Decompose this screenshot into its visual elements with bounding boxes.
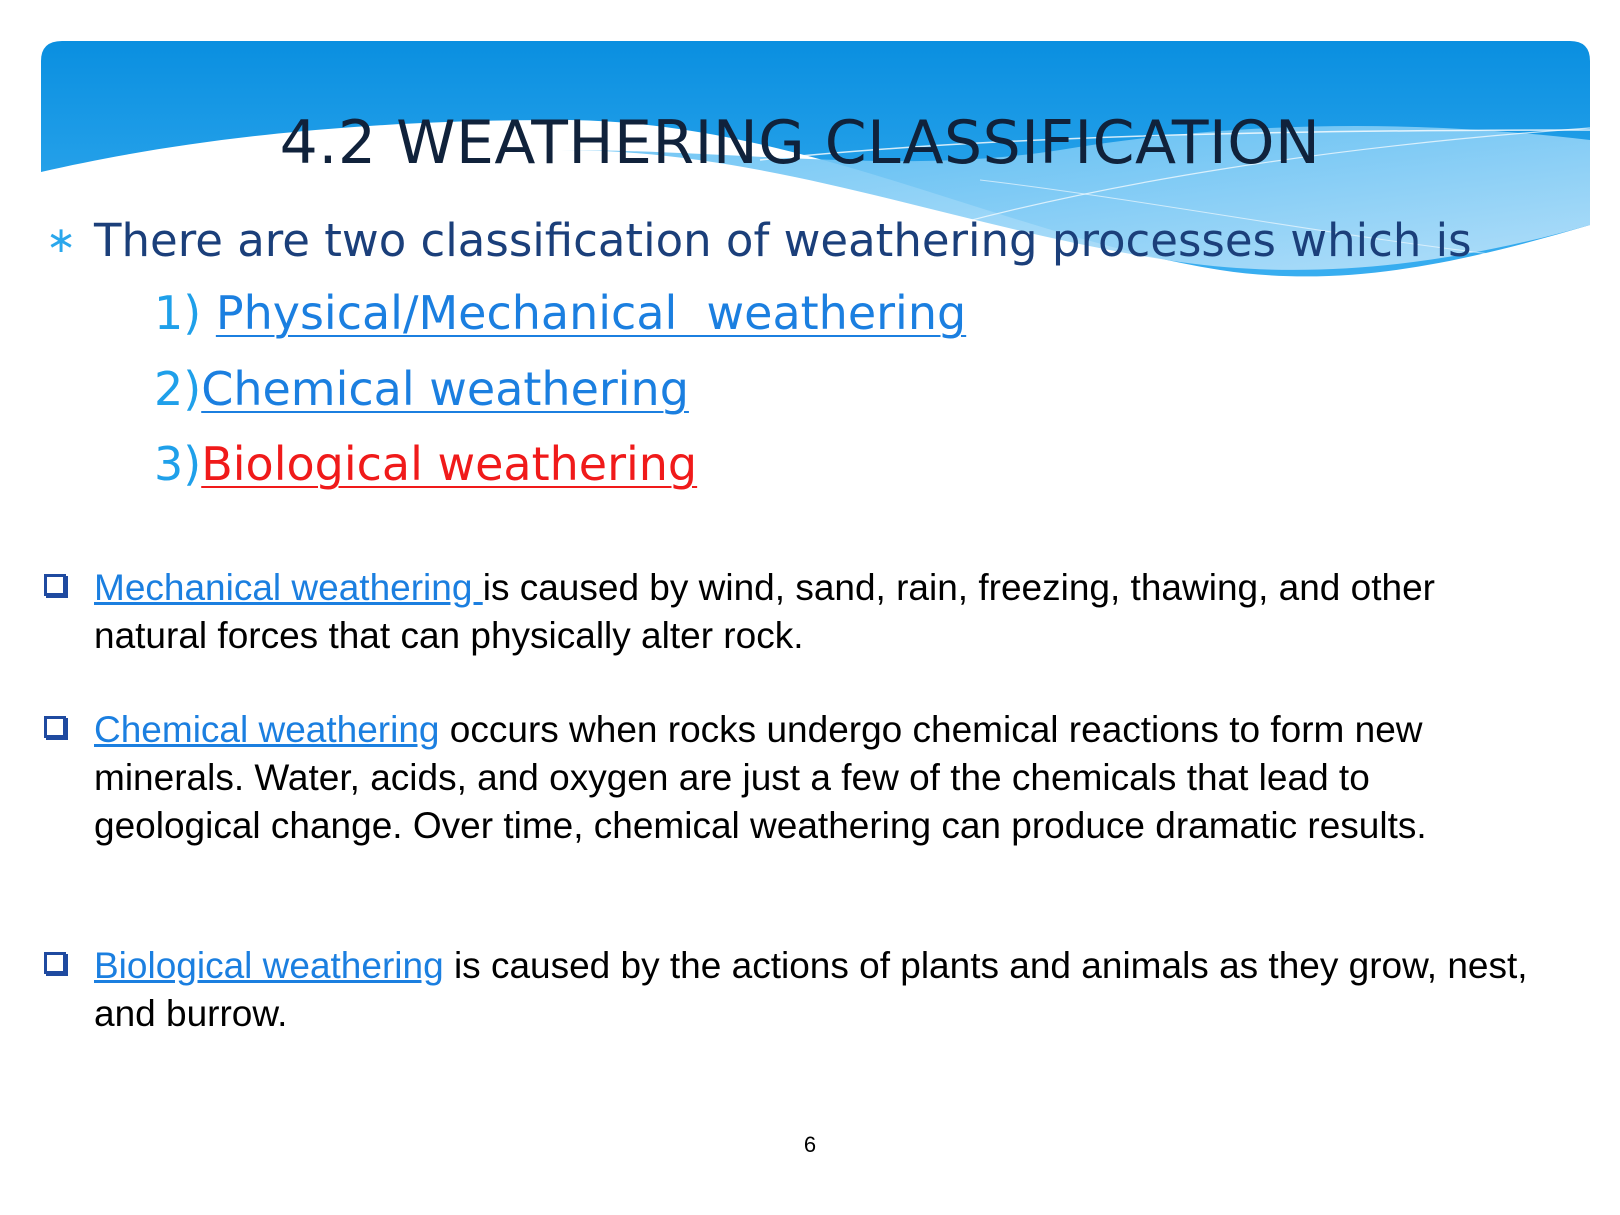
asterisk-bullet-icon: ∗ bbox=[46, 220, 77, 261]
item-label-biological[interactable]: Biological weathering bbox=[201, 437, 698, 491]
checkbox-bullet-icon bbox=[44, 952, 66, 974]
intro-bullet bbox=[46, 214, 1472, 267]
item-number: 2) bbox=[154, 362, 202, 416]
slide-title: 4.2 WEATHERING CLASSIFICATION bbox=[279, 108, 1321, 178]
link-mechanical-weathering[interactable]: Mechanical weathering bbox=[94, 567, 483, 608]
link-chemical-weathering[interactable]: Chemical weathering bbox=[94, 709, 440, 750]
paragraph-mechanical bbox=[94, 564, 1544, 660]
paragraph-text: is caused by wind, sand, rain, freezing, thawing, and other natural forces that can physically alter rock. bbox=[94, 567, 1435, 656]
item-number: 3) bbox=[154, 437, 202, 491]
paragraph-biological bbox=[94, 942, 1544, 1038]
item-label-chemical[interactable]: Chemical weathering bbox=[201, 362, 689, 416]
paragraph-chemical bbox=[94, 706, 1544, 850]
page-number: 6 bbox=[803, 1132, 817, 1157]
intro-text: There are two classification of weathering processes which is bbox=[94, 214, 1472, 267]
checkbox-bullet-icon bbox=[44, 716, 66, 738]
numbered-item-physical bbox=[154, 286, 966, 340]
paragraph-text: is caused by the actions of plants and animals as they grow, nest, and burrow. bbox=[94, 945, 1528, 1034]
numbered-item-biological bbox=[154, 437, 697, 491]
link-biological-weathering[interactable]: Biological weathering bbox=[94, 945, 444, 986]
item-number: 1) bbox=[154, 286, 202, 340]
item-label-physical[interactable]: Physical/Mechanical weathering bbox=[215, 286, 967, 340]
paragraph-text: occurs when rocks undergo chemical reactions to form new minerals. Water, acids, and oxygen are just a few of the chemicals that lead to geological change. Over time, chemical weathering can produce dramatic results. bbox=[94, 709, 1427, 846]
checkbox-bullet-icon bbox=[44, 574, 66, 596]
numbered-item-chemical bbox=[154, 362, 689, 416]
